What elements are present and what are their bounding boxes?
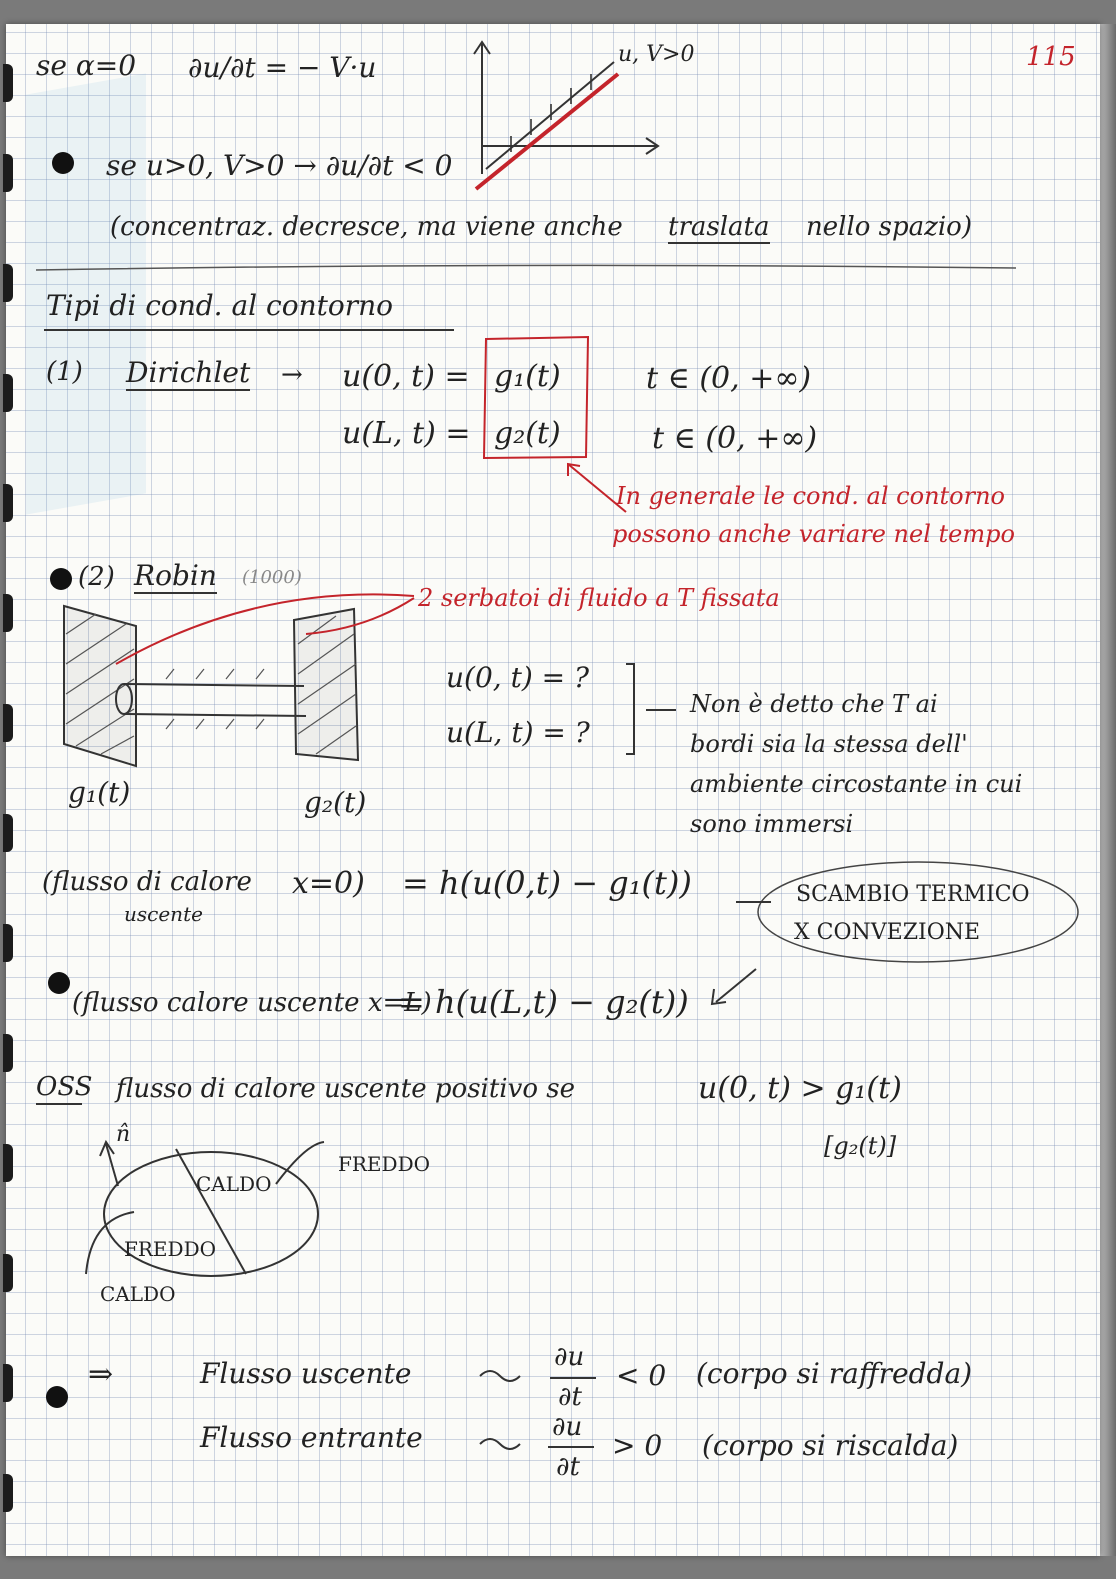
bullet: [50, 568, 72, 590]
flow-out-arrow: [276, 1142, 324, 1184]
time-domain-1: t ∈ (0, +∞): [646, 361, 812, 396]
dirichlet-note-2: possono anche variare nel tempo: [612, 520, 1015, 548]
section-title: Tipi di cond. al contorno: [46, 289, 393, 322]
robin-u0: u(0, t) = ?: [446, 661, 590, 694]
flux-0-x: x=0): [292, 866, 365, 901]
fig-caldo-inside: CALDO: [196, 1172, 272, 1196]
robin-expl-2: bordi sia la stessa dell': [690, 730, 968, 758]
separator-line: [36, 265, 1016, 270]
oss-text: flusso di calore uscente positivo se: [116, 1074, 575, 1104]
fig-caldo-outside: CALDO: [100, 1282, 176, 1306]
implies-symbol: ⇒: [88, 1357, 114, 1392]
convection-arrow-2: [716, 969, 756, 1002]
equation-advection: ∂u/∂t = − V·u: [188, 51, 377, 84]
page-number: 115: [1026, 42, 1076, 72]
flux-in-label: Flusso entrante: [200, 1421, 423, 1454]
convection-ellipse: [758, 862, 1078, 962]
robin-alt-name: (1000): [242, 567, 302, 588]
robin-number: (2): [78, 562, 115, 592]
flux-0-label: (flusso di calore: [42, 867, 252, 897]
bracket: [626, 664, 634, 754]
oss-alt: [g₂(t)]: [824, 1132, 897, 1160]
flux-in-num: ∂u: [552, 1412, 583, 1442]
case-alpha-zero: se α=0: [36, 49, 137, 82]
dirichlet-note-1: In generale le cond. al contorno: [616, 482, 1005, 510]
rod-hatching: [166, 669, 264, 729]
leads-to-squiggle: [480, 1439, 520, 1449]
dirichlet-name: Dirichlet: [126, 356, 251, 389]
robin-g1: g₁(t): [68, 776, 131, 809]
remark-a: (concentraz. decresce, ma viene anche: [110, 212, 623, 242]
case-positive: se u>0, V>0 → ∂u/∂t < 0: [106, 149, 453, 182]
page-edge-shadow: [1100, 24, 1116, 1556]
flux-in-note: (corpo si riscalda): [702, 1429, 959, 1462]
bullet: [48, 972, 70, 994]
oss-tag: OSS: [36, 1072, 93, 1102]
robin-name: Robin: [134, 559, 217, 592]
leads-to-squiggle: [480, 1371, 520, 1381]
robin-g2: g₂(t): [304, 786, 367, 819]
decrease-arrows: [511, 74, 591, 152]
convection-label-2: X CONVEZIONE: [794, 920, 981, 945]
flux-0-equation: = h(u(0,t) − g₁(t)): [402, 864, 692, 902]
bullet: [52, 152, 74, 174]
time-domain-2: t ∈ (0, +∞): [652, 421, 818, 456]
translated-profile-line: [476, 74, 618, 189]
graph-label: u, V>0: [618, 42, 695, 67]
dirichlet-eq-L: u(L, t) =: [342, 416, 471, 451]
left-reservoir: [64, 606, 136, 766]
remark-b: traslata: [668, 212, 770, 242]
reservoir-note-arrow: [116, 594, 414, 664]
flux-out-label: Flusso uscente: [200, 1357, 412, 1390]
robin-expl-4: sono immersi: [690, 810, 854, 838]
flux-in-sign: > 0: [612, 1429, 663, 1462]
fig-freddo-inside: FREDDO: [124, 1237, 217, 1261]
robin-expl-1: Non è detto che T ai: [690, 690, 938, 718]
normal-label: n̂: [116, 1122, 131, 1147]
remark-c: nello spazio): [806, 212, 972, 242]
flux-0-sub: uscente: [124, 902, 203, 926]
flux-out-den: ∂t: [558, 1382, 582, 1412]
notebook-page: [6, 24, 1100, 1556]
flux-L-label: (flusso calore uscente x=L): [72, 988, 432, 1018]
bullet: [46, 1386, 68, 1408]
flux-in-den: ∂t: [556, 1452, 580, 1482]
convection-label-1: SCAMBIO TERMICO: [796, 882, 1030, 907]
flux-L-equation: = h(u(L,t) − g₂(t)): [398, 983, 689, 1021]
arrow: →: [281, 360, 303, 390]
dirichlet-eq-0: u(0, t) =: [342, 359, 470, 394]
fig-freddo-outside: FREDDO: [338, 1152, 431, 1176]
oss-condition: u(0, t) > g₁(t): [698, 1071, 902, 1106]
dirichlet-g1: g₁(t): [494, 359, 561, 394]
original-profile-line: [486, 62, 614, 169]
robin-expl-3: ambiente circostante in cui: [690, 770, 1023, 798]
dirichlet-g2: g₂(t): [494, 416, 561, 451]
robin-uL: u(L, t) = ?: [446, 716, 590, 749]
flux-out-sign: < 0: [616, 1359, 667, 1392]
rod: [124, 684, 306, 716]
dirichlet-number: (1): [46, 357, 83, 387]
reservoir-note: 2 serbatoi di fluido a T fissata: [418, 584, 780, 612]
flux-out-note: (corpo si raffredda): [696, 1357, 973, 1390]
flux-out-num: ∂u: [554, 1342, 585, 1372]
